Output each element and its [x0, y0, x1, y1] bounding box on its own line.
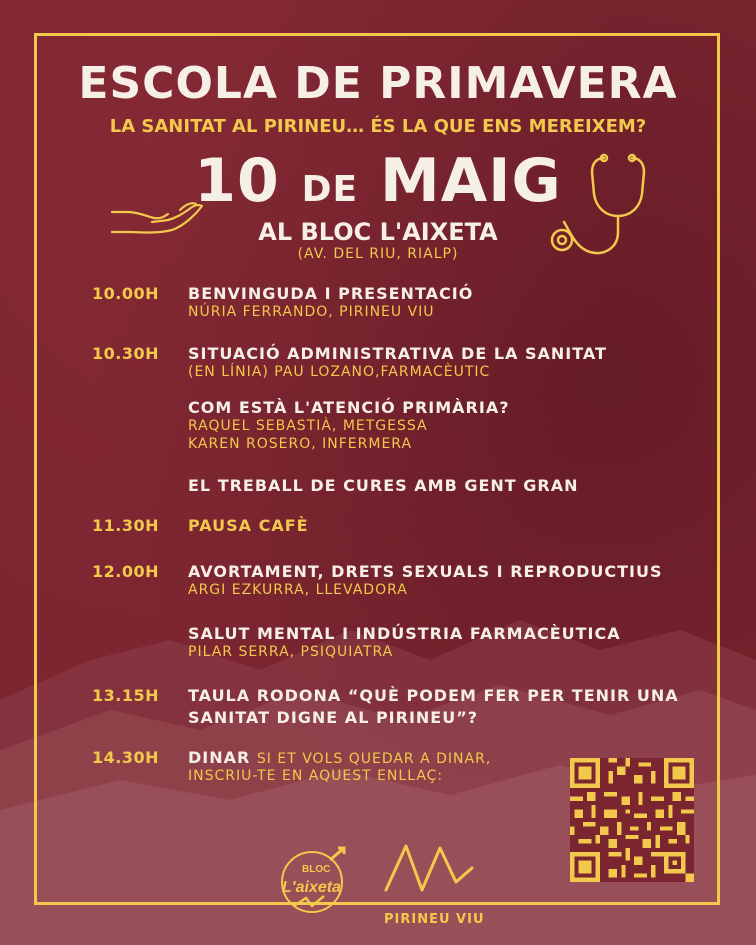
- schedule-title: PAUSA CAFÈ: [188, 516, 309, 535]
- pirineu-viu-text: PIRINEU VIU: [384, 912, 485, 927]
- event-title: ESCOLA DE PRIMAVERA: [78, 58, 678, 109]
- venue: AL BLOC L'AIXETA: [258, 218, 498, 246]
- schedule-time: 10.00H: [92, 284, 159, 303]
- schedule-time: 11.30H: [92, 516, 159, 535]
- schedule-title: AVORTAMENT, DRETS SEXUALS I REPRODUCTIUS: [188, 562, 663, 581]
- svg-text:L'aixeta: L'aixeta: [282, 879, 341, 896]
- schedule-speaker: PILAR SERRA, PSIQUIATRA: [188, 644, 394, 660]
- hand-icon: [110, 196, 206, 240]
- event-subtitle: LA SANITAT AL PIRINEU… ÉS LA QUE ENS MEREIXEM?: [109, 116, 647, 137]
- schedule-time: 10.30H: [92, 344, 159, 363]
- schedule-title: TAULA RODONA “QUÈ PODEM FER PER TENIR UNA: [188, 686, 679, 705]
- schedule-time: 14.30H: [92, 748, 159, 767]
- schedule-title: EL TREBALL DE CURES AMB GENT GRAN: [188, 476, 579, 495]
- schedule-time: 12.00H: [92, 562, 159, 581]
- svg-text:BLOC: BLOC: [302, 864, 331, 875]
- schedule-title-line2: SANITAT DIGNE AL PIRINEU”?: [188, 708, 479, 727]
- lunch-note: SI ET VOLS QUEDAR A DINAR,: [256, 751, 492, 767]
- schedule-title: COM ESTÀ L'ATENCIÓ PRIMÀRIA?: [188, 398, 510, 417]
- address: (AV. DEL RIU, RIALP): [297, 246, 459, 262]
- schedule-title: BENVINGUDA I PRESENTACIÓ: [188, 284, 474, 303]
- pirineu-viu-logo: [384, 838, 474, 900]
- qr-code[interactable]: [570, 758, 694, 882]
- schedule-time: 13.15H: [92, 686, 159, 705]
- stethoscope-icon: [546, 152, 656, 264]
- schedule-speaker: KAREN ROSERO, INFERMERA: [188, 436, 413, 452]
- lunch-title: DINAR: [188, 748, 251, 767]
- schedule-title: [188, 748, 491, 767]
- schedule-speaker: NÚRIA FERRANDO, PIRINEU VIU: [188, 304, 435, 320]
- bloc-aixeta-logo: [272, 840, 356, 924]
- schedule-speaker: (EN LÍNIA) PAU LOZANO,FARMACÈUTIC: [188, 364, 491, 380]
- schedule-speaker: RAQUEL SEBASTIÀ, METGESSA: [188, 418, 428, 434]
- schedule-title: SITUACIÓ ADMINISTRATIVA DE LA SANITAT: [188, 344, 607, 363]
- date-de: DE: [301, 169, 359, 210]
- date-month: MAIG: [380, 146, 562, 216]
- schedule-title: SALUT MENTAL I INDÚSTRIA FARMACÈUTICA: [188, 624, 621, 643]
- lunch-note-line2: INSCRIU-TE EN AQUEST ENLLAÇ:: [188, 768, 444, 784]
- date-day: 10: [194, 146, 280, 216]
- schedule-speaker: ARGI EZKURRA, LLEVADORA: [188, 582, 408, 598]
